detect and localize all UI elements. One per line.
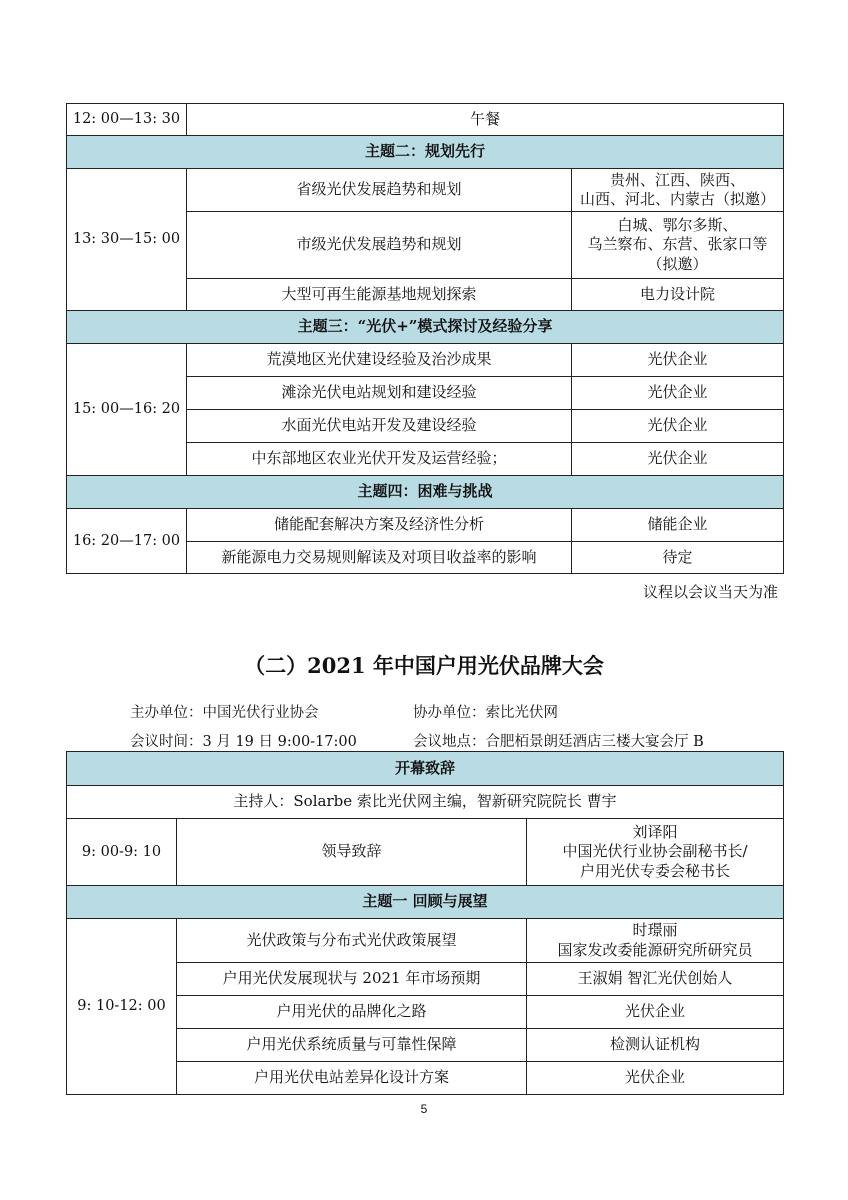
- topic-cell: 新能源电力交易规则解读及对项目收益率的影响: [187, 542, 572, 574]
- time-cell: 9: 00-9: 10: [67, 819, 177, 886]
- meeting-time-text: 会议时间：3 月 19 日 9:00-17:00: [130, 734, 357, 750]
- table-row: [67, 169, 784, 212]
- speaker-cell: [572, 169, 784, 212]
- theme1-title: 主题一 回顾与展望: [67, 886, 784, 919]
- speaker-cell: 待定: [572, 542, 784, 574]
- page-number: 5: [420, 1102, 428, 1116]
- table-row: [67, 509, 784, 542]
- speaker-line: 山西、河北、内蒙古（拟邀）: [580, 190, 776, 208]
- topic-cell: 大型可再生能源基地规划探索: [187, 279, 572, 311]
- speaker-cell: 光伏企业: [527, 1062, 784, 1095]
- theme-header: [67, 311, 784, 344]
- speaker-line: 白城、鄂尔多斯、: [617, 215, 738, 234]
- topic-cell: 户用光伏电站差异化设计方案: [177, 1062, 527, 1095]
- time-cell: 16: 20—17: 00: [67, 509, 187, 574]
- speaker-cell: 检测认证机构: [527, 1029, 784, 1062]
- topic-cell: 储能配套解决方案及经济性分析: [187, 509, 572, 542]
- opening-title: 开幕致辞: [67, 752, 784, 786]
- speaker-cell: [572, 212, 784, 279]
- speaker-cell: 光伏企业: [527, 996, 784, 1029]
- theme2-title: 主题二：规划先行: [67, 136, 784, 169]
- speaker-cell: 王淑娟 智汇光伏创始人: [527, 963, 784, 996]
- table-row: [67, 919, 784, 963]
- topic-cell: 荒漠地区光伏建设经验及治沙成果: [187, 344, 572, 377]
- theme-header: [67, 136, 784, 169]
- speaker-cell: 光伏企业: [572, 344, 784, 377]
- agenda-table-brand-conference: [66, 751, 784, 1095]
- table-row: [67, 786, 784, 819]
- speaker-line: 国家发改委能源研究所研究员: [557, 940, 753, 959]
- agenda-note: 议程以会议当天为准: [642, 583, 778, 601]
- agenda-table-afternoon: [66, 103, 784, 574]
- topic-cell: 户用光伏系统质量与可靠性保障: [177, 1029, 527, 1062]
- theme-header: [67, 886, 784, 919]
- table-row: [67, 104, 784, 136]
- topic-cell: 市级光伏发展趋势和规划: [187, 212, 572, 279]
- speaker-cell: 电力设计院: [572, 279, 784, 311]
- speaker-line: 中国光伏行业协会副秘书长/: [562, 842, 748, 861]
- speaker-cell: 光伏企业: [572, 410, 784, 443]
- theme-header: [67, 476, 784, 509]
- speaker-line: 时璟丽: [632, 921, 678, 939]
- topic-cell: 光伏政策与分布式光伏政策展望: [177, 919, 527, 963]
- lunch-cell: 午餐: [187, 104, 784, 136]
- meeting-venue-text: 会议地点：合肥栢景朗廷酒店三楼大宴会厅 B: [413, 734, 704, 750]
- topic-cell: 户用光伏发展现状与 2021 年市场预期: [177, 963, 527, 996]
- speaker-line: 户用光伏专委会秘书长: [580, 861, 731, 880]
- speaker-cell: [527, 919, 784, 963]
- table-row: [67, 344, 784, 377]
- topic-cell: 户用光伏的品牌化之路: [177, 996, 527, 1029]
- speaker-cell: [527, 819, 784, 886]
- organizer-text: 主办单位：中国光伏行业协会: [130, 705, 319, 721]
- topic-cell: 水面光伏电站开发及建设经验: [187, 410, 572, 443]
- speaker-line: 贵州、江西、陕西、: [610, 170, 746, 189]
- speaker-line: 刘译阳: [632, 822, 678, 841]
- topic-cell: 中东部地区农业光伏开发及运营经验；: [187, 443, 572, 476]
- speaker-line: （拟邀）: [647, 254, 708, 273]
- topic-cell: 领导致辞: [177, 819, 527, 886]
- topic-cell: 省级光伏发展趋势和规划: [187, 169, 572, 212]
- host-cell: 主持人：Solarbe 索比光伏网主编，智新研究院院长 曹宇: [67, 786, 784, 819]
- theme-header: [67, 752, 784, 786]
- theme4-title: 主题四：困难与挑战: [67, 476, 784, 509]
- speaker-line: 乌兰察布、东营、张家口等: [587, 235, 768, 254]
- speaker-cell: 光伏企业: [572, 377, 784, 410]
- time-cell: 12: 00—13: 30: [67, 104, 187, 136]
- speaker-cell: 光伏企业: [572, 443, 784, 476]
- section-title: （二）2021 年中国户用光伏品牌大会: [244, 653, 604, 678]
- theme3-title: 主题三：“光伏+”模式探讨及经验分享: [67, 311, 784, 344]
- time-cell: 9: 10-12: 00: [67, 919, 177, 1095]
- time-cell: 13: 30—15: 00: [67, 169, 187, 311]
- speaker-cell: 储能企业: [572, 509, 784, 542]
- co-organizer-text: 协办单位：索比光伏网: [413, 705, 558, 721]
- topic-cell: 滩涂光伏电站规划和建设经验: [187, 377, 572, 410]
- time-cell: 15: 00—16: 20: [67, 344, 187, 476]
- table-row: [67, 819, 784, 886]
